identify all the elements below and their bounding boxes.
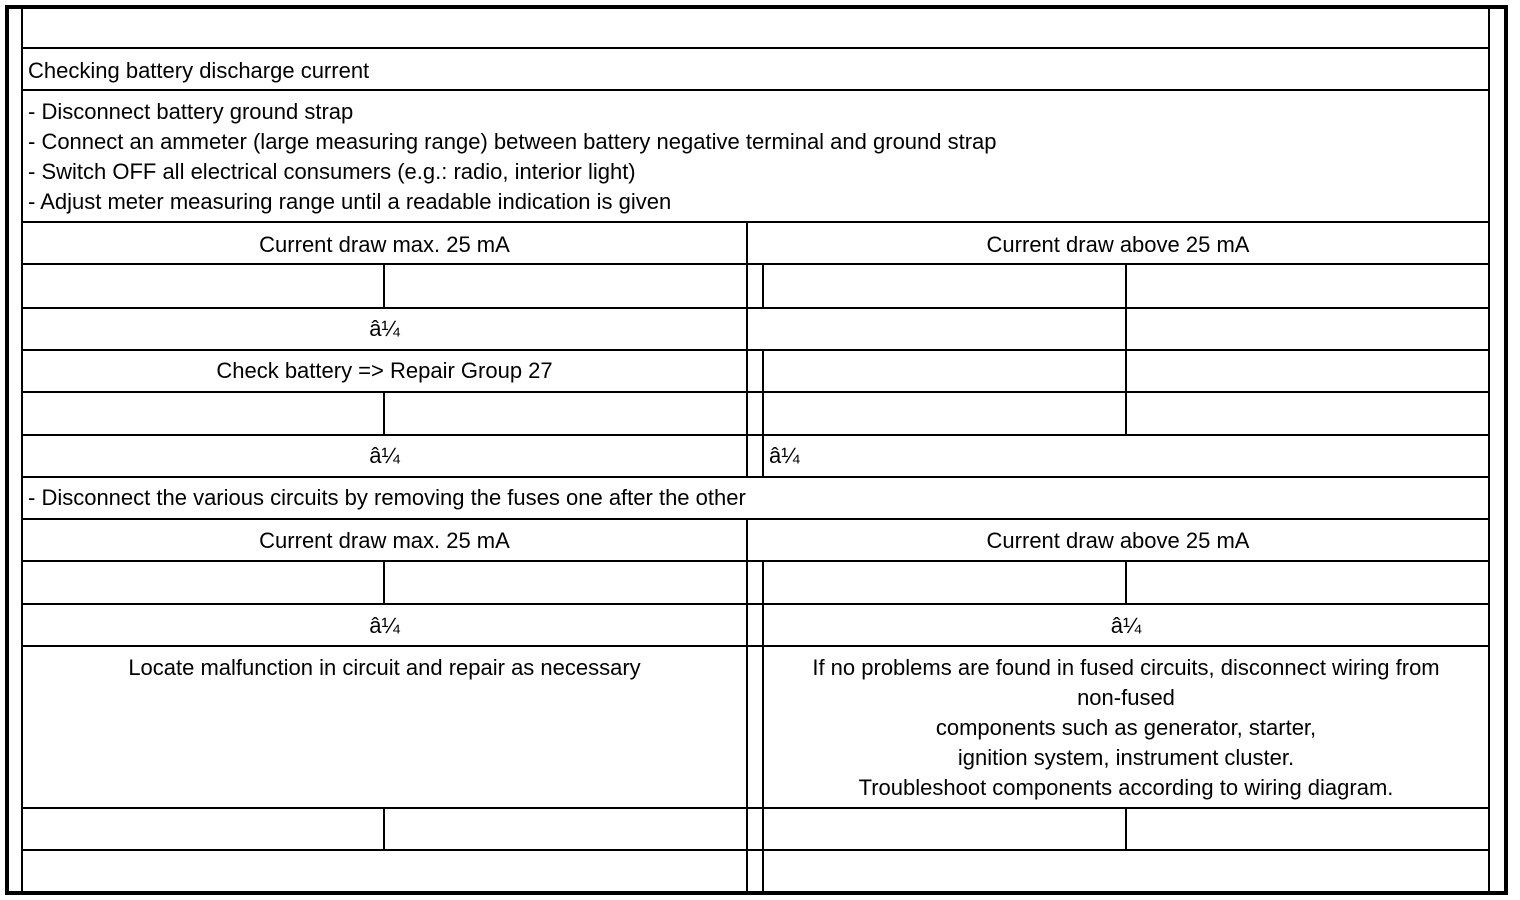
row-line bbox=[21, 603, 1490, 605]
table-border-bottom bbox=[6, 891, 1508, 895]
col-divider bbox=[383, 560, 385, 605]
branch1-left-header: Current draw max. 25 mA bbox=[259, 232, 510, 257]
col-divider bbox=[746, 518, 748, 893]
col-divider bbox=[1125, 263, 1127, 435]
branch2-left-result: Locate malfunction in circuit and repair as necessary bbox=[128, 655, 641, 680]
row-line bbox=[21, 89, 1490, 91]
row-line bbox=[21, 47, 1490, 49]
col-divider bbox=[383, 391, 385, 436]
col-divider bbox=[762, 349, 764, 478]
down-arrow-glyph: â¼ bbox=[369, 613, 400, 638]
branch2-right-result-line: If no problems are found in fused circuits, disconnect wiring from bbox=[812, 655, 1440, 680]
col-divider bbox=[762, 263, 764, 309]
row-line bbox=[21, 307, 1490, 309]
row-line bbox=[21, 434, 1490, 436]
down-arrow-glyph: â¼ bbox=[369, 443, 400, 468]
step-line: - Connect an ammeter (large measuring range) between battery negative terminal and ground strap bbox=[28, 129, 997, 154]
step-line: - Disconnect battery ground strap bbox=[28, 99, 354, 124]
branch1-right-header: Current draw above 25 mA bbox=[986, 232, 1250, 257]
branch2-right-result-line: components such as generator, starter, bbox=[935, 715, 1317, 740]
row-line bbox=[21, 849, 1490, 851]
branch2-right-result-line: non-fused bbox=[1077, 685, 1175, 710]
branch2-right-result-line: Troubleshoot components according to wiring diagram. bbox=[858, 775, 1394, 800]
table-border-right bbox=[1504, 5, 1508, 895]
branch2-left-header: Current draw max. 25 mA bbox=[259, 528, 510, 553]
col-divider bbox=[1125, 560, 1127, 605]
step-line: - Adjust meter measuring range until a readable indication is given bbox=[28, 189, 672, 214]
step-line: - Disconnect the various circuits by removing the fuses one after the other bbox=[28, 485, 746, 510]
branch2-right-header: Current draw above 25 mA bbox=[986, 528, 1250, 553]
row-line bbox=[21, 518, 1490, 520]
row-line bbox=[21, 221, 1490, 223]
table-border-left bbox=[5, 5, 9, 895]
row-line bbox=[21, 807, 1490, 809]
row-line bbox=[21, 391, 1490, 393]
row-line bbox=[21, 476, 1490, 478]
branch1-left-result: Check battery => Repair Group 27 bbox=[216, 358, 553, 383]
step-line: - Switch OFF all electrical consumers (e.g.: radio, interior light) bbox=[28, 159, 636, 184]
row-line bbox=[21, 349, 1490, 351]
col-divider bbox=[383, 263, 385, 309]
table-border-top bbox=[6, 5, 1508, 9]
procedure-title: Checking battery discharge current bbox=[28, 58, 370, 83]
down-arrow-glyph: â¼ bbox=[369, 316, 400, 341]
row-line bbox=[21, 645, 1490, 647]
down-arrow-glyph: â¼ bbox=[1110, 613, 1142, 638]
row-line bbox=[21, 263, 1490, 265]
down-arrow-glyph: â¼ bbox=[769, 443, 800, 468]
col-divider bbox=[383, 807, 385, 851]
col-divider bbox=[1125, 807, 1127, 851]
branch2-right-result-line: ignition system, instrument cluster. bbox=[957, 745, 1295, 770]
inner-rail-right bbox=[1488, 5, 1490, 895]
row-line bbox=[21, 560, 1490, 562]
